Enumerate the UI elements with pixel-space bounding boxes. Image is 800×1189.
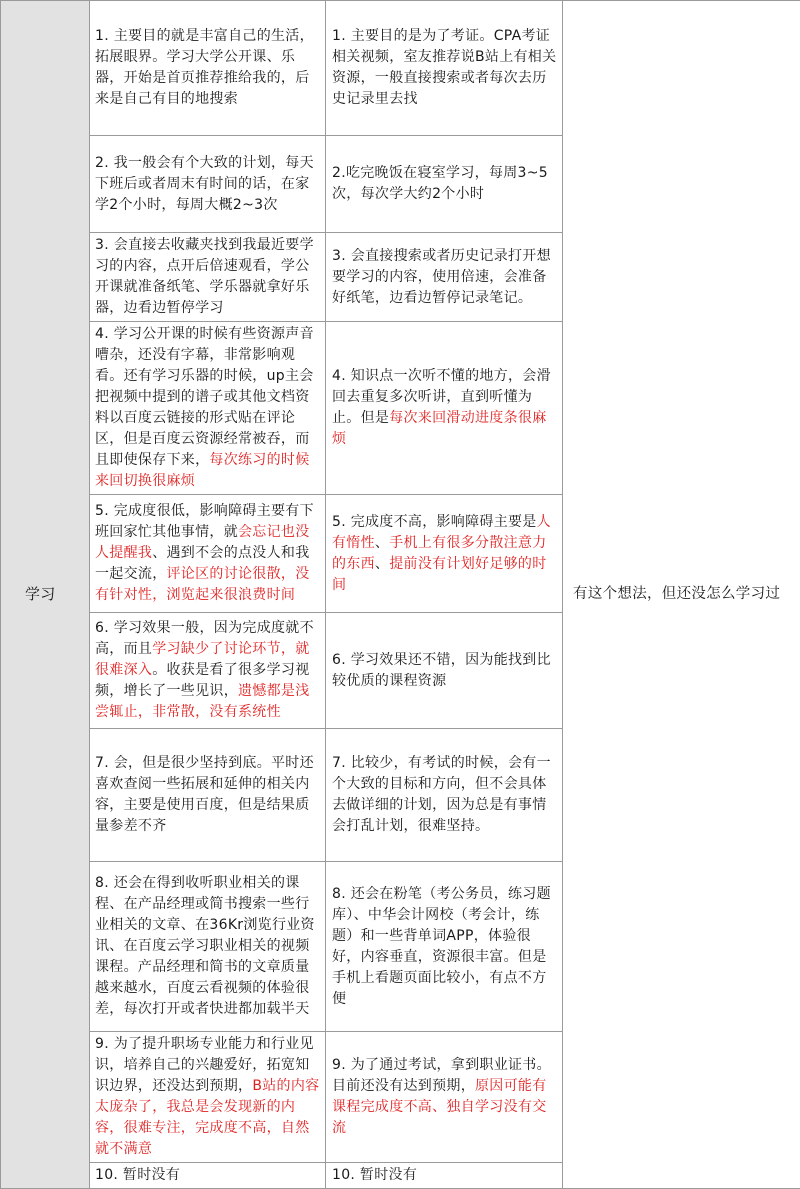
user-b-answer-cell [326,729,563,862]
highlight-text: 每次练习的时候来回切换很麻烦 [95,452,310,489]
highlight-text: 每次来回滑动进度条很麻烦 [332,410,547,447]
user-b-answer-cell [326,322,563,495]
cell-text: 7. 比较少，有考试的时候，会有一个大致的目标和方向，但不会具体去做详细的计划，因为总是有事情会打乱计划，很难坚持。 [332,755,551,834]
user-a-answer-cell [90,862,326,1032]
user-a-answer-cell [90,233,326,322]
highlight-text: 会忘记也没人提醒我 [95,524,310,561]
user-c-note-cell: 有这个想法，但还没怎么学习过 [563,1,800,1189]
user-b-answer-cell [326,233,563,322]
cell-text: 、 [375,556,389,572]
highlight-text: 原因可能有课程完成度不高、独自学习没有交流 [332,1078,547,1136]
cell-text: 5. 完成度不高，影响障碍主要是 [332,514,537,530]
cell-text: 1. 主要目的就是丰富自己的生活，拓展眼界。学习大学公开课、乐器，开始是首页推荐推给我的，后来是自己有目的地搜索 [95,28,314,107]
cell-text: 2.吃完晚饭在寝室学习，每周3~5次，每次学大约2个小时 [332,165,548,202]
user-b-answer-cell [326,495,563,613]
cell-text: 。收获是看了很多学习视频，增长了一些见识， [95,662,310,699]
category-cell: 学习 [1,1,90,1189]
highlight-text: B站的内容太庞杂了，我总是会发现新的内容，很难专注，完成度不高，自然就不满意 [95,1078,319,1157]
highlight-text: 人有惰性 [332,514,551,551]
table-row [1,1,800,136]
cell-text: 9. 为了提升职场专业能力和行业见识，培养自己的兴趣爱好，拓宽知识边界，还没达到预期， [95,1036,314,1094]
highlight-text: 评论区的讨论很散，没有针对性，浏览起来很浪费时间 [95,566,310,603]
cell-text: 6. 学习效果还不错，因为能找到比较优质的课程资源 [332,652,551,689]
cell-text: 4. 知识点一次听不懂的地方，会滑回去重复多次听讲，直到听懂为止。但是 [332,368,551,426]
user-b-answer-cell [326,862,563,1032]
cell-text: 10. 暂时没有 [95,1167,180,1183]
highlight-text: 遗憾都是浅尝辄止，非常散，没有系统性 [95,683,310,720]
user-b-answer-cell [326,136,563,233]
user-b-answer-cell [326,1032,563,1163]
user-a-answer-cell [90,136,326,233]
user-a-answer-cell [90,613,326,729]
cell-text: 6. 学习效果一般，因为完成度就不高，而且 [95,620,314,657]
cell-text: 8. 还会在粉笔（考公务员，练习题库）、中华会计网校（考会计，练题）和一些背单词APP，体验很好，内容垂直，资源很丰富。但是手机上看题页面比较小，有点不方便 [332,886,551,1007]
user-a-answer-cell [90,1163,326,1189]
cell-text: 2. 我一般会有个大致的计划，每天下班后或者周末有时间的话，在家学2个小时，每周大概2~3次 [95,155,314,213]
cell-text: 、 [375,535,389,551]
highlight-text: 学习缺少了讨论环节，就很难深入 [95,641,310,678]
cell-text: 3. 会直接去收藏夹找到我最近要学习的内容，点开后倍速观看，学公开课就准备纸笔、学乐器就拿好乐器，边看边暂停学习 [95,237,314,316]
cell-text: 5. 完成度很低，影响障碍主要有下班回家忙其他事情，就 [95,503,314,540]
cell-text: 、遇到不会的点没人和我一起交流， [95,545,310,582]
cell-text: 4. 学习公开课的时候有些资源声音嘈杂，还没有字幕，非常影响观看。还有学习乐器的时候，up主会把视频中提到的谱子或其他文档资料以百度云链接的形式贴在评论区，但是百度云资源经常被吞，而且即使保存下来， [95,326,314,468]
highlight-text: 提前没有计划好足够的时间 [332,556,547,593]
user-a-answer-cell [90,1032,326,1163]
user-b-answer-cell [326,613,563,729]
user-a-answer-cell [90,495,326,613]
highlight-text: 手机上有很多分散注意力的东西 [332,535,547,572]
cell-text: 7. 会，但是很少坚持到底。平时还喜欢查阅一些拓展和延伸的相关内容，主要是使用百度，但是结果质量参差不齐 [95,755,314,834]
cell-text: 3. 会直接搜索或者历史记录打开想要学习的内容，使用倍速，会准备好纸笔，边看边暂停记录笔记。 [332,248,551,306]
cell-text: 9. 为了通过考试，拿到职业证书。目前还没有达到预期， [332,1057,551,1094]
cell-text: 10. 暂时没有 [332,1167,417,1183]
user-b-answer-cell [326,1,563,136]
user-a-answer-cell [90,729,326,862]
cell-text: 1. 主要目的是为了考证。CPA考证相关视频，室友推荐说B站上有相关资源，一般直接搜索或者每次去历史记录里去找 [332,28,556,107]
cell-text: 8. 还会在得到收听职业相关的课程、在产品经理或简书搜索一些行业相关的文章、在36Kr浏览行业资讯、在百度云学习职业相关的视频课程。产品经理和简书的文章质量越来越水，百度云看视频的体验很差，每次打开或者快进都加载半天 [95,875,315,1017]
user-a-answer-cell [90,322,326,495]
user-a-answer-cell [90,1,326,136]
user-b-answer-cell [326,1163,563,1189]
